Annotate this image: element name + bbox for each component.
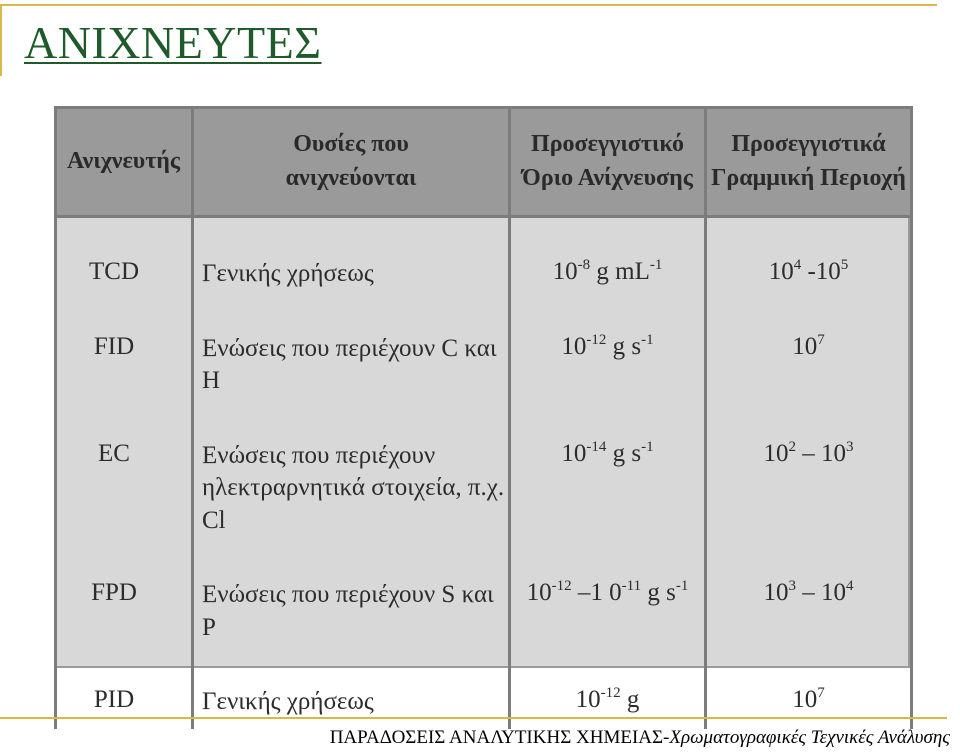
detection-limit-cell-base: 10 — [561, 439, 587, 467]
detector-cell: PID — [56, 644, 193, 729]
footer-topic: Χρωματογραφικές Τεχνικές Ανάλυσης — [669, 727, 950, 748]
detection-limit-cell-base: g s — [606, 439, 642, 467]
header-range-line2: Γραμμική Περιοχή — [711, 165, 906, 191]
detector-cell: FID — [56, 291, 193, 398]
detection-limit-cell-base: g mL — [590, 258, 650, 285]
detection-limit-cell-exponent: -1 — [675, 578, 689, 594]
detection-limit-cell-base: 10 — [552, 258, 578, 285]
detection-limit-cell-base: g s — [606, 332, 642, 360]
table-row — [56, 644, 912, 729]
left-accent-bar — [0, 4, 2, 76]
detectors-table-image — [54, 106, 910, 715]
linear-range-cell-base: 10 — [768, 258, 794, 285]
detection-limit-cell-exponent: -1 — [641, 331, 654, 348]
detection-limit-cell — [510, 537, 706, 644]
substances-line1: Γενικής χρήσεως — [202, 688, 374, 715]
detector-cell: EC — [56, 398, 193, 538]
linear-range-cell-base: – 10 — [796, 439, 846, 467]
detection-limit-cell-exponent: -11 — [621, 578, 642, 594]
detection-limit-cell-base: g — [620, 686, 640, 713]
substances-line1: Ενώσεις που περιέχουν — [202, 441, 436, 469]
detection-limit-cell-exponent: -12 — [600, 685, 621, 701]
detection-limit-cell-base: –1 0 — [571, 579, 622, 606]
detection-limit-cell-base: 10 — [561, 332, 587, 360]
substances-cell — [193, 398, 510, 538]
detector-cell: TCD — [56, 217, 193, 291]
header-substances-line2: ανιχνεύονται — [285, 165, 417, 191]
header-linear-range — [706, 108, 912, 217]
table-row — [56, 291, 912, 398]
detection-limit-cell-exponent: -8 — [577, 257, 591, 273]
substances-cell — [193, 291, 510, 398]
detection-limit-cell — [510, 644, 706, 729]
detection-limit-cell — [510, 291, 706, 398]
detection-limit-cell-base: 10 — [526, 579, 552, 606]
header-detector-label: Ανιχνευτής — [67, 148, 181, 175]
linear-range-cell-base: 10 — [792, 686, 818, 713]
footer — [330, 727, 950, 749]
bottom-accent-rule — [0, 717, 947, 719]
detector-cell: FPD — [56, 537, 193, 644]
slide-title: ΑΝΙΧΝΕΥΤΕΣ — [24, 17, 322, 68]
top-accent-rule — [0, 4, 937, 6]
detection-limit-cell — [510, 217, 706, 291]
table-body — [56, 217, 912, 729]
linear-range-cell-exponent: 4 — [846, 578, 854, 594]
header-substances-line1: Ουσίες που — [293, 131, 409, 158]
substances-line1: Ενώσεις που περιέχουν S και P — [202, 581, 494, 641]
detectors-table — [54, 106, 913, 729]
detection-limit-cell-base: 10 — [575, 686, 601, 713]
table-row — [56, 537, 912, 644]
header-range-line1: Προσεγγιστικά — [731, 131, 886, 158]
linear-range-cell-base: 10 — [763, 579, 789, 606]
detection-limit-cell-exponent: -1 — [649, 257, 663, 273]
substances-cell — [193, 217, 510, 291]
footer-course: ΠΑΡΑΔΟΣΕΙΣ ΑΝΑΛΥΤΙΚΗΣ ΧΗΜΕΙΑΣ- — [329, 727, 670, 748]
substances-line1: Γενικής χρήσεως — [202, 260, 374, 287]
substances-line1: Ενώσεις που περιέχουν C και H — [202, 334, 497, 394]
detection-limit-cell-exponent: -14 — [586, 438, 607, 455]
detection-limit-cell — [510, 398, 706, 538]
substances-cell — [193, 537, 510, 644]
linear-range-cell-base: – 10 — [796, 579, 846, 606]
linear-range-cell — [706, 291, 912, 398]
substances-line2: ηλεκτραρνητικά στοιχεία, π.χ. Cl — [202, 474, 505, 534]
detection-limit-cell-exponent: -12 — [551, 578, 572, 594]
linear-range-cell-base: -10 — [801, 258, 841, 285]
linear-range-cell-exponent: 3 — [846, 438, 854, 455]
header-substances — [193, 108, 510, 217]
linear-range-cell — [706, 398, 912, 538]
linear-range-cell-base: 10 — [792, 332, 818, 360]
linear-range-cell-exponent: 3 — [788, 578, 796, 594]
linear-range-cell-exponent: 7 — [817, 685, 825, 701]
table-row — [56, 217, 912, 291]
table-row — [56, 398, 912, 538]
linear-range-cell-exponent: 5 — [840, 257, 849, 273]
linear-range-cell-exponent: 4 — [793, 257, 802, 273]
header-detector — [56, 108, 193, 217]
detection-limit-cell-exponent: -1 — [641, 438, 654, 455]
linear-range-cell-base: 10 — [763, 439, 789, 467]
linear-range-cell-exponent: 2 — [788, 438, 796, 455]
linear-range-cell — [706, 217, 912, 291]
header-detection-limit — [510, 108, 706, 217]
linear-range-cell — [706, 644, 912, 729]
header-limit-line1: Προσεγγιστικό — [531, 131, 684, 158]
detection-limit-cell-base: g s — [641, 579, 676, 606]
detection-limit-cell-exponent: -12 — [586, 331, 607, 348]
substances-cell — [193, 644, 510, 729]
header-limit-line2: Όριο Ανίχνευσης — [522, 165, 693, 191]
linear-range-cell — [706, 537, 912, 644]
table-header-row — [56, 108, 912, 217]
linear-range-cell-exponent: 7 — [817, 331, 825, 348]
